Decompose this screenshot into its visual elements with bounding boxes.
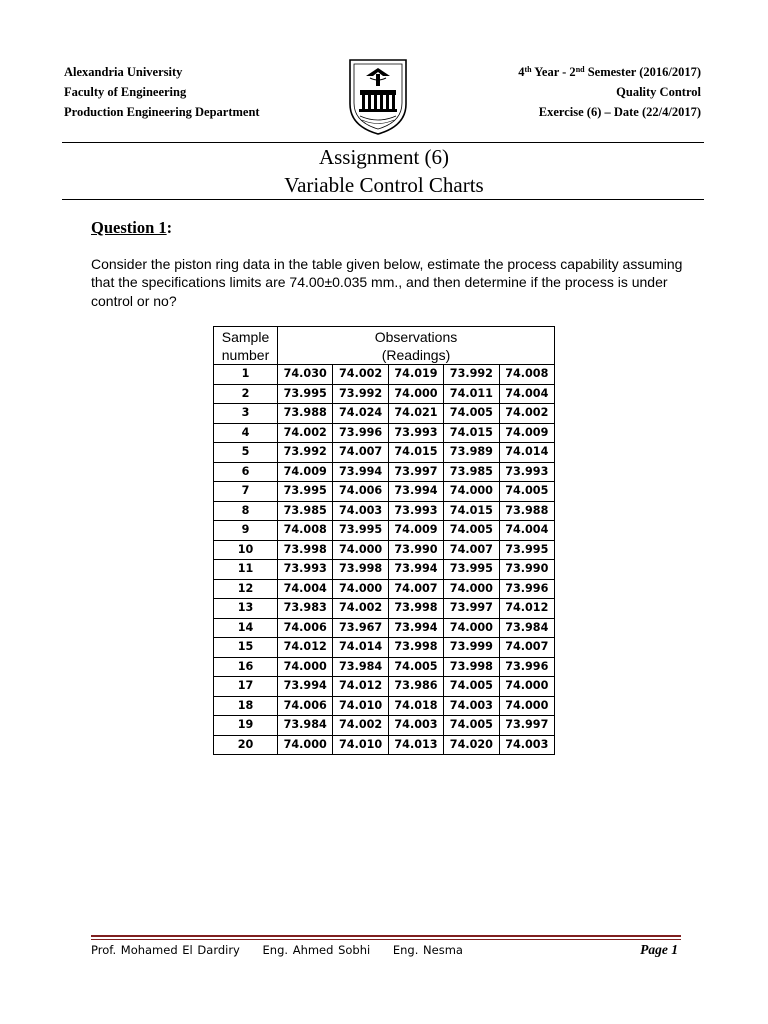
piston-ring-data-table [213,326,555,755]
reading-cell: 73.989 [444,443,499,463]
reading-cell: 74.018 [388,696,443,716]
title-line-1: Assignment (6) [318,145,450,169]
reading-cell: 73.996 [333,423,388,443]
reading-cell: 73.988 [499,501,554,521]
sample-number-cell: 19 [214,716,278,736]
sample-number-cell: 6 [214,462,278,482]
table-row [214,423,555,443]
reading-cell: 74.020 [444,735,499,755]
reading-cell: 74.003 [388,716,443,736]
reading-cell: 74.015 [388,443,443,463]
reading-cell: 74.021 [388,404,443,424]
reading-cell: 73.996 [499,657,554,677]
reading-cell: 73.986 [388,677,443,697]
reading-cell: 73.983 [278,599,333,619]
reading-cell: 74.000 [444,482,499,502]
reading-cell: 74.007 [388,579,443,599]
table-row [214,716,555,736]
reading-cell: 74.000 [499,677,554,697]
reading-cell: 73.995 [444,560,499,580]
department-name: Production Engineering Department [64,105,260,119]
reading-cell: 74.011 [444,384,499,404]
reading-cell: 74.005 [444,677,499,697]
course-name: Quality Control [616,85,701,99]
table-row [214,443,555,463]
reading-cell: 74.005 [499,482,554,502]
table-row [214,579,555,599]
reading-cell: 74.006 [278,618,333,638]
reading-cell: 74.010 [333,696,388,716]
reading-cell: 74.000 [499,696,554,716]
reading-cell: 73.997 [388,462,443,482]
reading-cell: 73.985 [444,462,499,482]
reading-cell: 73.992 [333,384,388,404]
page-number: Page 1 [640,942,678,957]
reading-cell: 74.009 [388,521,443,541]
question-colon: : [166,218,173,237]
reading-cell: 74.002 [499,404,554,424]
university-seal-icon [346,56,410,136]
table-row [214,696,555,716]
reading-cell: 74.000 [444,579,499,599]
table-row [214,735,555,755]
sample-number-cell: 12 [214,579,278,599]
reading-cell: 74.015 [444,501,499,521]
reading-cell: 74.012 [278,638,333,658]
semester-line: 4th Year - 2nd Semester (2016/2017) [518,65,701,79]
reading-cell: 74.005 [444,404,499,424]
reading-cell: 74.003 [333,501,388,521]
reading-cell: 74.009 [499,423,554,443]
table-row [214,384,555,404]
faculty-name: Faculty of Engineering [64,85,187,99]
header-institution [64,62,260,122]
reading-cell: 74.002 [333,716,388,736]
reading-cell: 74.019 [388,365,443,385]
reading-cell: 73.995 [278,482,333,502]
reading-cell: 74.012 [333,677,388,697]
reading-cell: 74.000 [388,384,443,404]
reading-cell: 74.000 [333,540,388,560]
question-text: Consider the piston ring data in the table given below, estimate the process capability assuming that the specifications limits are 74.00±0.035 mm., and then determine if the process is under control or no? [91,256,683,309]
reading-cell: 74.004 [499,521,554,541]
reading-cell: 74.007 [444,540,499,560]
footer-rule [91,935,681,937]
table-row [214,521,555,541]
table-row [214,365,555,385]
reading-cell: 73.994 [388,618,443,638]
reading-cell: 74.002 [333,365,388,385]
reading-cell: 74.007 [499,638,554,658]
reading-cell: 73.990 [388,540,443,560]
sample-number-cell: 7 [214,482,278,502]
reading-cell: 74.000 [333,579,388,599]
sample-number-cell: 2 [214,384,278,404]
reading-cell: 73.984 [499,618,554,638]
reading-cell: 74.030 [278,365,333,385]
reading-cell: 73.998 [388,638,443,658]
reading-cell: 74.004 [278,579,333,599]
reading-cell: 74.012 [499,599,554,619]
table-row [214,677,555,697]
reading-cell: 73.995 [278,384,333,404]
reading-cell: 74.000 [278,657,333,677]
reading-cell: 73.993 [278,560,333,580]
reading-cell: 74.003 [444,696,499,716]
sample-number-cell: 17 [214,677,278,697]
reading-cell: 73.998 [333,560,388,580]
sample-number-cell: 8 [214,501,278,521]
reading-cell: 73.992 [278,443,333,463]
document-title [0,143,768,199]
sample-number-cell: 4 [214,423,278,443]
sample-number-cell: 9 [214,521,278,541]
reading-cell: 73.994 [388,560,443,580]
question-label: Question 1 [91,218,167,237]
reading-cell: 73.984 [333,657,388,677]
table-row [214,404,555,424]
table-row [214,462,555,482]
reading-cell: 74.003 [499,735,554,755]
reading-cell: 74.000 [278,735,333,755]
reading-cell: 74.005 [444,521,499,541]
table-row [214,618,555,638]
table-row [214,482,555,502]
reading-cell: 73.998 [388,599,443,619]
reading-cell: 74.010 [333,735,388,755]
sample-number-cell: 1 [214,365,278,385]
header-sample-number: Sample number [214,327,278,365]
sample-number-cell: 5 [214,443,278,463]
table-row [214,540,555,560]
reading-cell: 73.999 [444,638,499,658]
sample-number-cell: 18 [214,696,278,716]
sample-number-cell: 16 [214,657,278,677]
reading-cell: 73.984 [278,716,333,736]
reading-cell: 74.002 [333,599,388,619]
sample-number-cell: 13 [214,599,278,619]
reading-cell: 74.006 [333,482,388,502]
reading-cell: 74.015 [444,423,499,443]
reading-cell: 73.996 [499,579,554,599]
reading-cell: 73.998 [444,657,499,677]
reading-cell: 73.995 [499,540,554,560]
reading-cell: 73.985 [278,501,333,521]
reading-cell: 74.008 [499,365,554,385]
reading-cell: 73.990 [499,560,554,580]
question-heading [91,218,172,238]
reading-cell: 74.009 [278,462,333,482]
title-line-2: Variable Control Charts [284,173,484,197]
footer-authors [91,943,481,957]
sample-number-cell: 15 [214,638,278,658]
reading-cell: 73.967 [333,618,388,638]
reading-cell: 74.014 [499,443,554,463]
sample-number-cell: 14 [214,618,278,638]
reading-cell: 73.993 [388,501,443,521]
reading-cell: 74.013 [388,735,443,755]
table-row [214,560,555,580]
reading-cell: 73.993 [499,462,554,482]
footer-rule-thin [91,939,681,940]
table-row [214,638,555,658]
reading-cell: 74.002 [278,423,333,443]
reading-cell: 73.994 [388,482,443,502]
reading-cell: 73.988 [278,404,333,424]
reading-cell: 73.994 [278,677,333,697]
sample-number-cell: 20 [214,735,278,755]
exercise-date: Exercise (6) – Date (22/4/2017) [538,105,701,119]
reading-cell: 74.014 [333,638,388,658]
sample-number-cell: 3 [214,404,278,424]
reading-cell: 73.992 [444,365,499,385]
title-rule-bottom [62,199,704,200]
reading-cell: 73.994 [333,462,388,482]
reading-cell: 74.005 [444,716,499,736]
sample-number-cell: 10 [214,540,278,560]
footer-author: Eng. Nesma [392,943,463,957]
footer-author: Prof. Mohamed El Dardiry [91,943,240,957]
reading-cell: 74.008 [278,521,333,541]
university-name: Alexandria University [64,65,183,79]
reading-cell: 74.004 [499,384,554,404]
sample-number-cell: 11 [214,560,278,580]
reading-cell: 73.995 [333,521,388,541]
reading-cell: 74.000 [444,618,499,638]
reading-cell: 74.007 [333,443,388,463]
footer-author: Eng. Ahmed Sobhi [262,943,371,957]
reading-cell: 73.997 [499,716,554,736]
table-row [214,657,555,677]
header-observations: Observations (Readings) [278,327,555,365]
header-course-info [518,62,701,122]
reading-cell: 73.998 [278,540,333,560]
reading-cell: 74.005 [388,657,443,677]
reading-cell: 74.024 [333,404,388,424]
table-row [214,501,555,521]
reading-cell: 73.993 [388,423,443,443]
table-row [214,599,555,619]
reading-cell: 74.006 [278,696,333,716]
reading-cell: 73.997 [444,599,499,619]
